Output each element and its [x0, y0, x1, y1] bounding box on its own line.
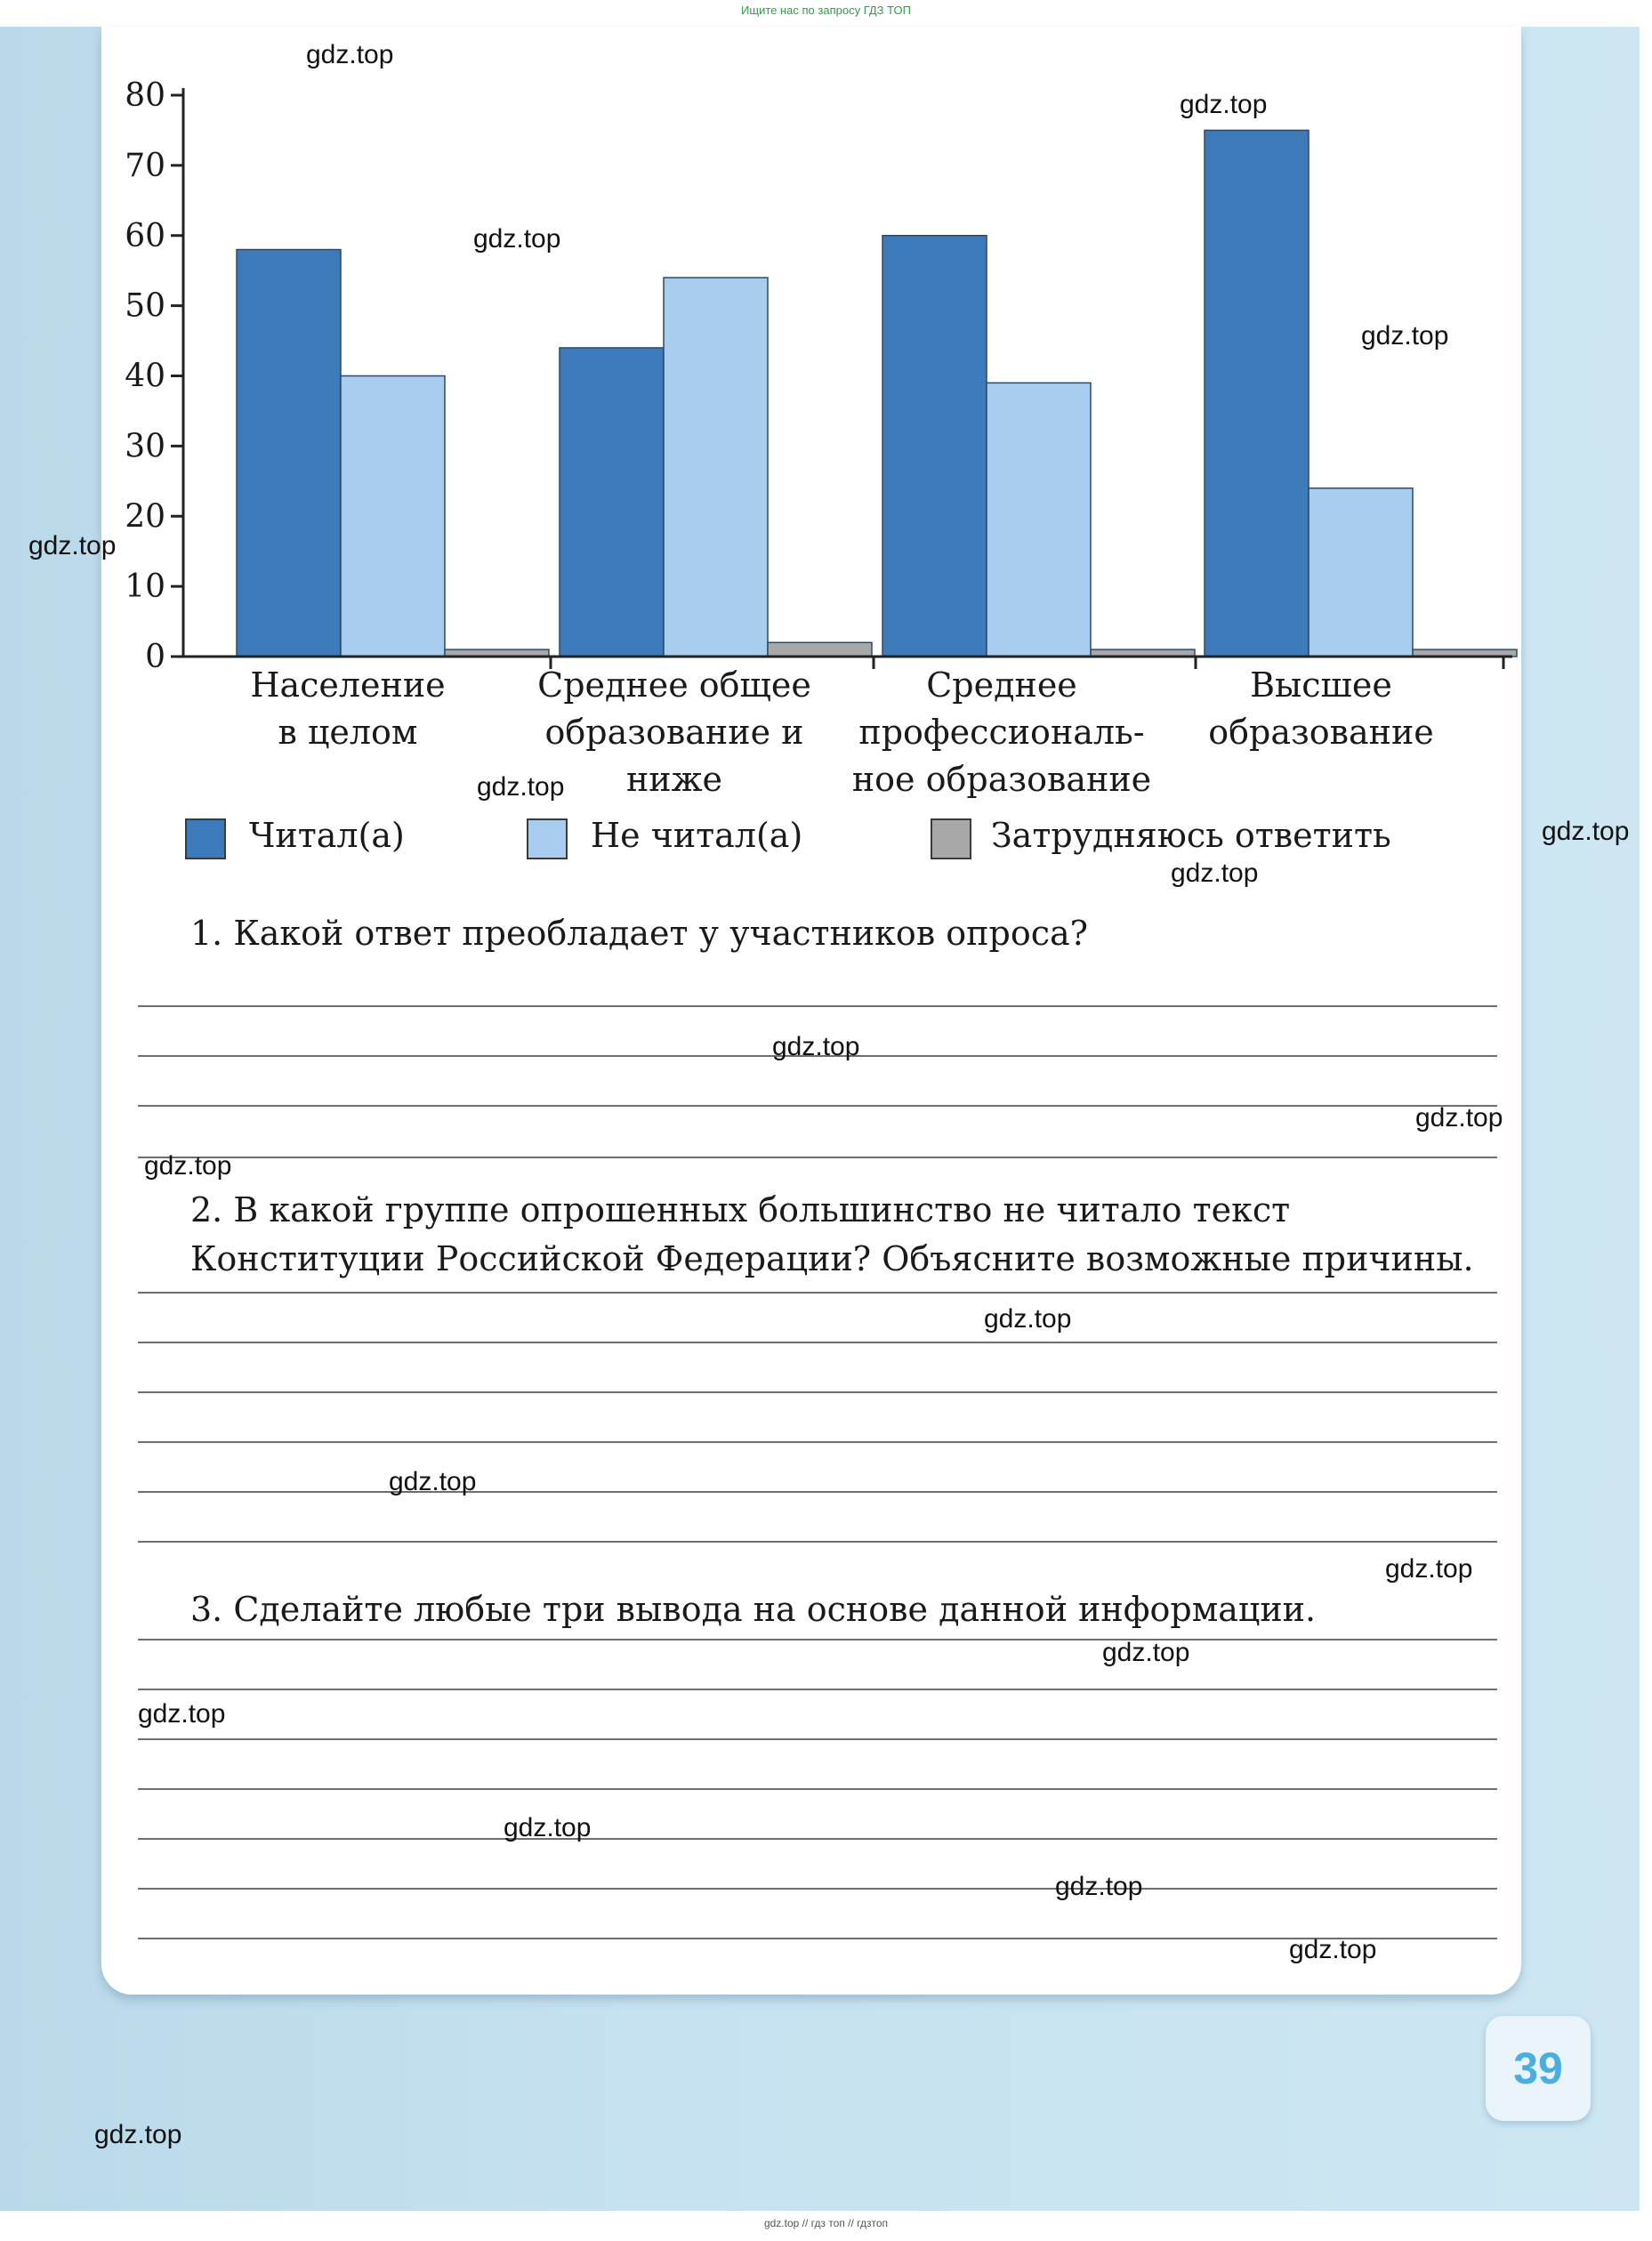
y-tick-label: 60: [125, 217, 165, 254]
watermark: gdz.top: [477, 772, 565, 802]
x-category-line: Высшее: [1250, 665, 1392, 705]
footer-banner: gdz.top // гдз топ // гдзтоп: [763, 2217, 889, 2229]
y-tick-label: 10: [125, 568, 165, 606]
legend-swatch-not-read: [527, 818, 568, 859]
watermark: gdz.top: [28, 531, 117, 560]
watermark: gdz.top: [504, 1813, 592, 1842]
y-tick-label: 70: [125, 147, 165, 184]
watermark: gdz.top: [473, 224, 561, 254]
legend-swatch-read: [185, 818, 226, 859]
answer-line[interactable]: [138, 1689, 1497, 1690]
y-tick-label: 50: [125, 287, 165, 325]
x-category-label: [170, 662, 526, 756]
answer-line[interactable]: [138, 1292, 1497, 1294]
watermark: gdz.top: [1180, 90, 1268, 119]
watermark: gdz.top: [306, 40, 394, 69]
answer-line[interactable]: [138, 1105, 1497, 1107]
y-tick-label: 0: [145, 639, 165, 675]
answer-line[interactable]: [138, 1441, 1497, 1443]
question-2: 2. В какой группе опрошенных большинство не читало текст Конституции Российской Федерации? Объясните возможные причины.: [190, 1190, 1474, 1278]
bar-3-2: [768, 642, 872, 657]
x-category-line: в целом: [278, 713, 418, 752]
x-category-line: образование: [1208, 713, 1434, 752]
watermark: gdz.top: [1055, 1872, 1143, 1901]
question-3: 3. Сделайте любые три вывода на основе данной информации.: [190, 1590, 1317, 1629]
answer-line[interactable]: [138, 1391, 1497, 1393]
watermark: gdz.top: [772, 1032, 860, 1061]
y-tick-label: 80: [125, 77, 165, 114]
y-tick-label: 20: [125, 498, 165, 536]
x-category-line: Население: [250, 665, 446, 705]
legend-label-read: Читал(а): [249, 816, 405, 855]
watermark: gdz.top: [1361, 321, 1449, 351]
legend-label-not-read: Не читал(а): [591, 816, 803, 855]
bar-2-1: [341, 376, 445, 657]
x-category-label: [824, 662, 1180, 803]
watermark: gdz.top: [1171, 859, 1259, 888]
bar-2-2: [664, 278, 768, 657]
x-category-line: Среднее общее: [537, 665, 811, 705]
watermark: gdz.top: [984, 1304, 1072, 1334]
page-number: 39: [1513, 2044, 1563, 2093]
answer-line[interactable]: [138, 1639, 1497, 1640]
x-category-line: Среднее: [926, 665, 1077, 705]
bar-2-4: [1309, 488, 1413, 657]
x-category-label: [1143, 662, 1499, 756]
watermark: gdz.top: [1542, 817, 1630, 846]
answer-line[interactable]: [138, 1888, 1497, 1890]
legend-swatch-unsure: [931, 818, 971, 859]
x-category-line: ное образование: [851, 760, 1152, 799]
answer-line[interactable]: [138, 1157, 1497, 1158]
page-number-badge: [1486, 2016, 1591, 2121]
watermark: gdz.top: [1415, 1103, 1503, 1133]
watermark: gdz.top: [389, 1467, 477, 1496]
answer-line[interactable]: [138, 1541, 1497, 1543]
watermark: gdz.top: [138, 1699, 226, 1729]
watermark: gdz.top: [1102, 1638, 1190, 1667]
x-category-line: профессиональ-: [858, 713, 1145, 752]
watermark: gdz.top: [144, 1151, 232, 1181]
bar-1-2: [560, 348, 664, 657]
watermark: gdz.top: [1385, 1554, 1473, 1584]
answer-line[interactable]: [138, 1838, 1497, 1840]
bar-1-4: [1205, 130, 1309, 657]
bar-2-3: [987, 383, 1091, 657]
answer-line[interactable]: [138, 1738, 1497, 1740]
y-tick-label: 40: [125, 358, 165, 395]
answer-line[interactable]: [138, 1491, 1497, 1493]
x-category-line: ниже: [625, 760, 723, 799]
answer-line[interactable]: [138, 1005, 1497, 1007]
bar-1-1: [237, 250, 341, 657]
bar-1-3: [882, 236, 987, 657]
answer-line[interactable]: [138, 1788, 1497, 1790]
header-banner: Ищите нас по запросу ГДЗ ТОП: [741, 4, 911, 17]
answer-line[interactable]: [138, 1342, 1497, 1343]
watermark: gdz.top: [94, 2120, 182, 2149]
watermark: gdz.top: [1289, 1935, 1377, 1964]
question-1: 1. Какой ответ преобладает у участников опроса?: [190, 914, 1089, 953]
y-tick-label: 30: [125, 428, 165, 465]
x-category-line: образование и: [544, 713, 804, 752]
legend-label-unsure: Затрудняюсь ответить: [991, 816, 1391, 855]
